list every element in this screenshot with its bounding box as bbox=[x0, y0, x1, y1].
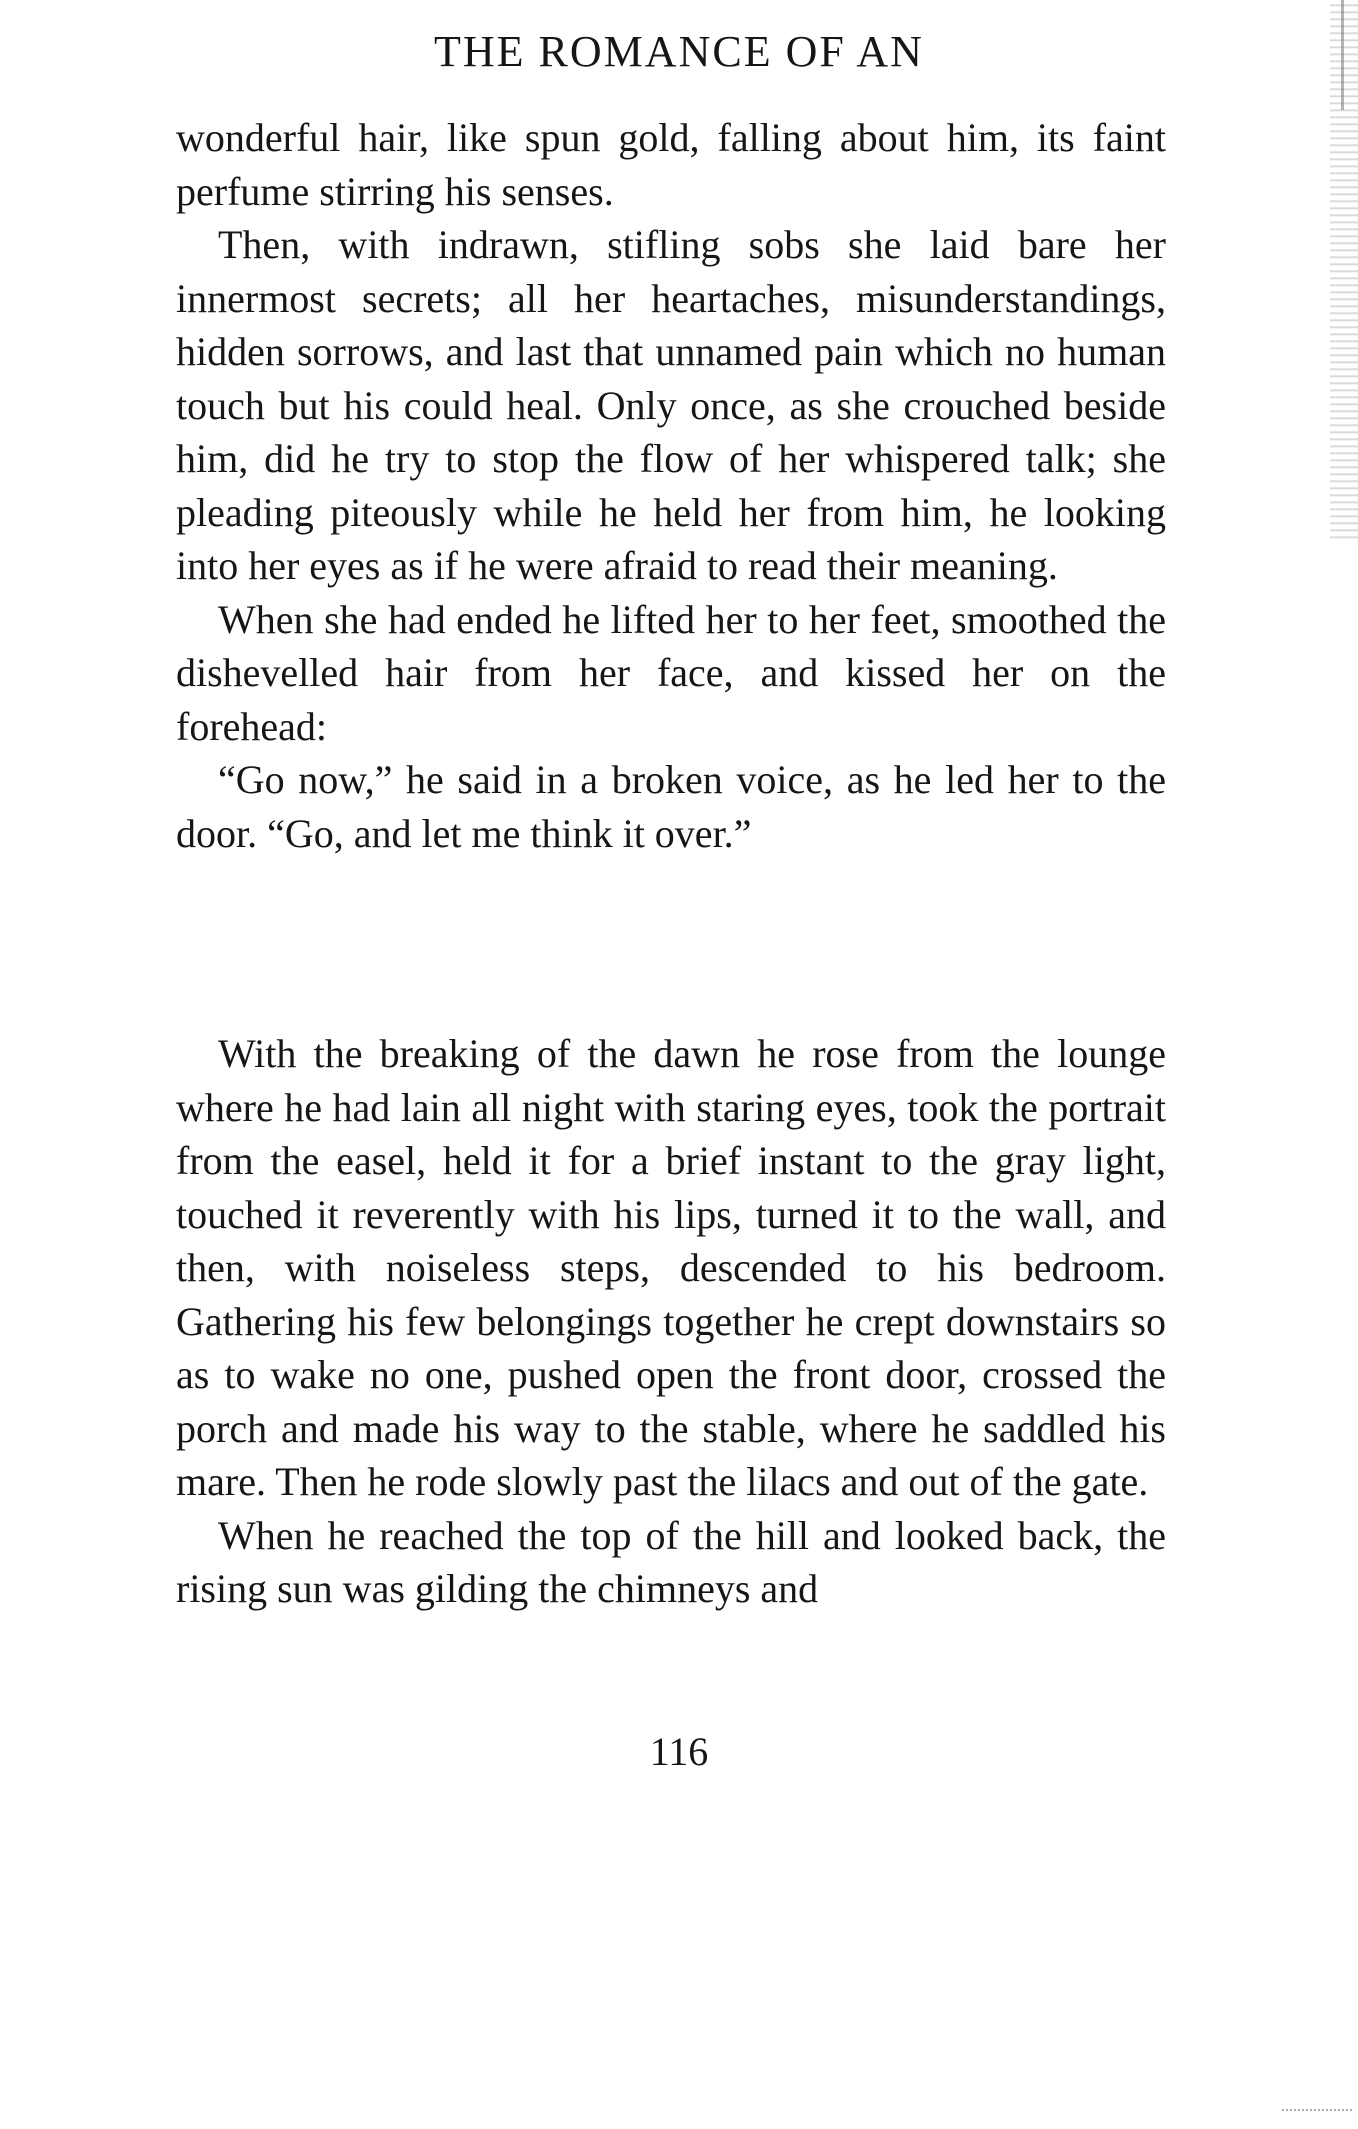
scan-edge-artifact bbox=[1330, 0, 1358, 540]
page-number: 116 bbox=[649, 1729, 709, 1774]
paragraph: When she had ended he lifted her to her feet, smoothed the dishevelled hair from her face, and kissed her on the forehead: bbox=[176, 596, 1166, 749]
scan-corner-artifact bbox=[1282, 2099, 1352, 2111]
paragraph: With the breaking of the dawn he rose from the lounge where he had lain all night with staring eyes, took the portrait from the easel, held it for a brief instant to the gray light, touched it reverently with his lips, turned it to the wall, and then, with noiseless steps, descended to his bedroom. Gathering his few belongings together he crept downstairs so as to wake no one, pushed open the front door, crossed the porch and made his way to the stable, where he saddled his mare. Then he rode slowly past the lilacs and out of the gate. bbox=[176, 1031, 1166, 1504]
text-section-2 bbox=[176, 1027, 1166, 1616]
running-title: THE ROMANCE OF AN bbox=[434, 27, 924, 76]
text-section-1 bbox=[176, 111, 1166, 860]
paragraph-continued: wonderful hair, like spun gold, falling about him, its faint perfume stirring his senses. bbox=[176, 115, 1166, 214]
paragraph: Then, with indrawn, stifling sobs she laid bare her innermost secrets; all her heartaches, misunderstandings, hidden sorrows, and last that unnamed pain which no human touch but his could heal. Only once, as she crouched beside him, did he try to stop the flow of her whispered talk; she pleading piteously while he held her from him, he looking into her eyes as if he were afraid to read their meaning. bbox=[176, 222, 1166, 588]
paragraph: When he reached the top of the hill and looked back, the rising sun was gilding the chimneys and bbox=[176, 1512, 1166, 1611]
paragraph: “Go now,” he said in a broken voice, as he led her to the door. “Go, and let me think it over.” bbox=[176, 757, 1166, 856]
